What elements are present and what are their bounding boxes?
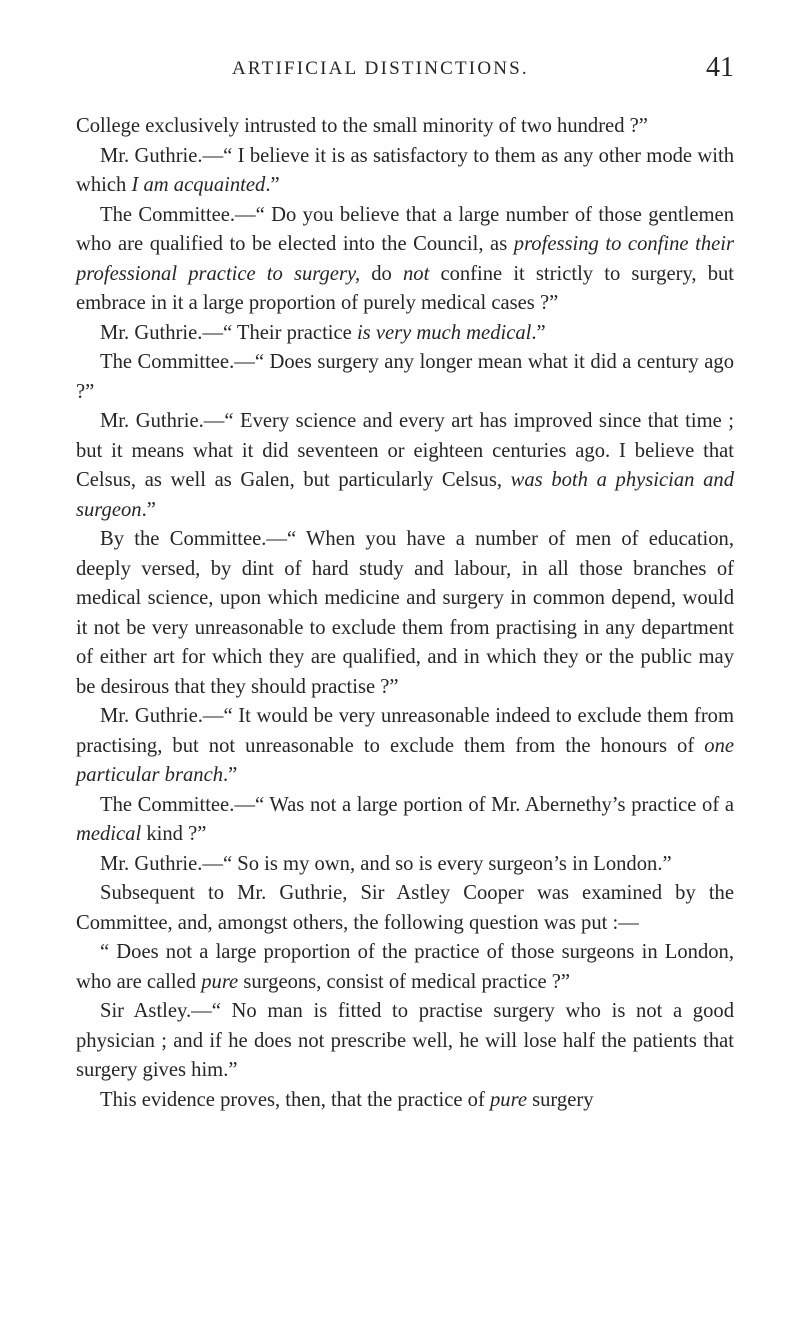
text-run: “ Does not a large proportion of the practice of those surgeons in London, who are called (76, 941, 734, 993)
text-run: Sir Astley.—“ No man is fitted to practise surgery who is not a good physician ; and if he does not prescribe well, he will lose half the patients that surgery gives him.” (76, 1000, 734, 1081)
text-run: Mr. Guthrie.—“ Their practice (100, 321, 357, 344)
paragraph-p8 (76, 702, 734, 791)
paragraph-p4 (76, 319, 734, 349)
italic-text-run: not (402, 262, 430, 285)
text-run: confine it strictly to surgery, but embrace in it a large proportion of purely medical cases ?” (76, 262, 735, 314)
paragraph-p13 (76, 997, 734, 1086)
paragraph-p14 (76, 1086, 734, 1116)
text-run: kind ?” (141, 823, 207, 845)
paragraph-p5 (76, 348, 734, 407)
text-run: surgery (526, 1088, 594, 1111)
paragraph-p3 (76, 201, 734, 319)
body-text (76, 112, 734, 1115)
page-number: 41 (706, 52, 734, 83)
text-run: .” (531, 321, 546, 344)
paragraph-p9 (76, 791, 734, 850)
paragraph-p2 (76, 142, 734, 201)
paragraph-p11 (76, 879, 734, 938)
italic-text-run: pure (489, 1088, 527, 1111)
italic-text-run: one particular branch (76, 734, 734, 786)
paragraph-p10 (76, 850, 734, 880)
text-run: The Committee.—“ Was not a large portion of Mr. Abernethy’s practice of a (100, 793, 734, 816)
text-run: Mr. Guthrie.—“ I believe it is as satisfactory to them as any other mode with which (76, 144, 734, 196)
running-title: ARTIFICIAL DISTINCTIONS. (232, 58, 529, 79)
text-run: do (360, 262, 403, 285)
italic-text-run: I am acquainted (131, 174, 266, 196)
text-run: This evidence proves, then, that the practice of (100, 1088, 490, 1111)
paragraph-p6 (76, 407, 734, 525)
italic-text-run: is very much medical (356, 321, 532, 344)
text-run: By the Committee.—“ When you have a number of men of education, deeply versed, by dint of hard study and labour, in all those branches of medical science, upon which medicine and surgery in common depend, would it not be very unreasonable to exclude them from practising in any department of either art for which they are qualified, and in which they or the public may be desirous that they should practise ?” (76, 528, 734, 698)
paragraph-p12 (76, 938, 734, 997)
italic-text-run: pure (201, 970, 239, 993)
italic-text-run: professing to confine their professional practice to surgery, (76, 233, 734, 285)
text-run: .” (265, 174, 280, 196)
text-run: Subsequent to Mr. Guthrie, Sir Astley Cooper was examined by the Committee, and, amongst others, the following question was put :— (76, 882, 734, 934)
italic-text-run: medical (76, 823, 142, 845)
italic-text-run: was both a physician and surgeon (76, 469, 734, 521)
text-run: The Committee.—“ Do you believe that a large number of those gentlemen who are qualified to be elected into the Council, as (76, 203, 734, 255)
text-run: .” (141, 498, 156, 521)
text-run: Mr. Guthrie.—“ It would be very unreasonable indeed to exclude them from practising, but not unreasonable to exclude them from the honours of (76, 705, 734, 757)
paragraph-p1 (76, 112, 734, 142)
text-run: Mr. Guthrie.—“ So is my own, and so is every surgeon’s in London.” (100, 852, 672, 875)
text-run: surgeons, consist of medical practice ?” (238, 970, 571, 993)
text-run: The Committee.—“ Does surgery any longer mean what it did a century ago ?” (76, 351, 734, 403)
text-run: Mr. Guthrie.—“ Every science and every art has improved since that time ; but it means what it did seventeen or eighteen centuries ago. I believe that Celsus, as well as Galen, but particularly Celsus, (76, 410, 734, 491)
running-head (0, 52, 800, 86)
text-run: College exclusively intrusted to the small minority of two hundred ?” (76, 115, 648, 137)
text-run: .” (223, 764, 238, 786)
paragraph-p7 (76, 525, 734, 702)
